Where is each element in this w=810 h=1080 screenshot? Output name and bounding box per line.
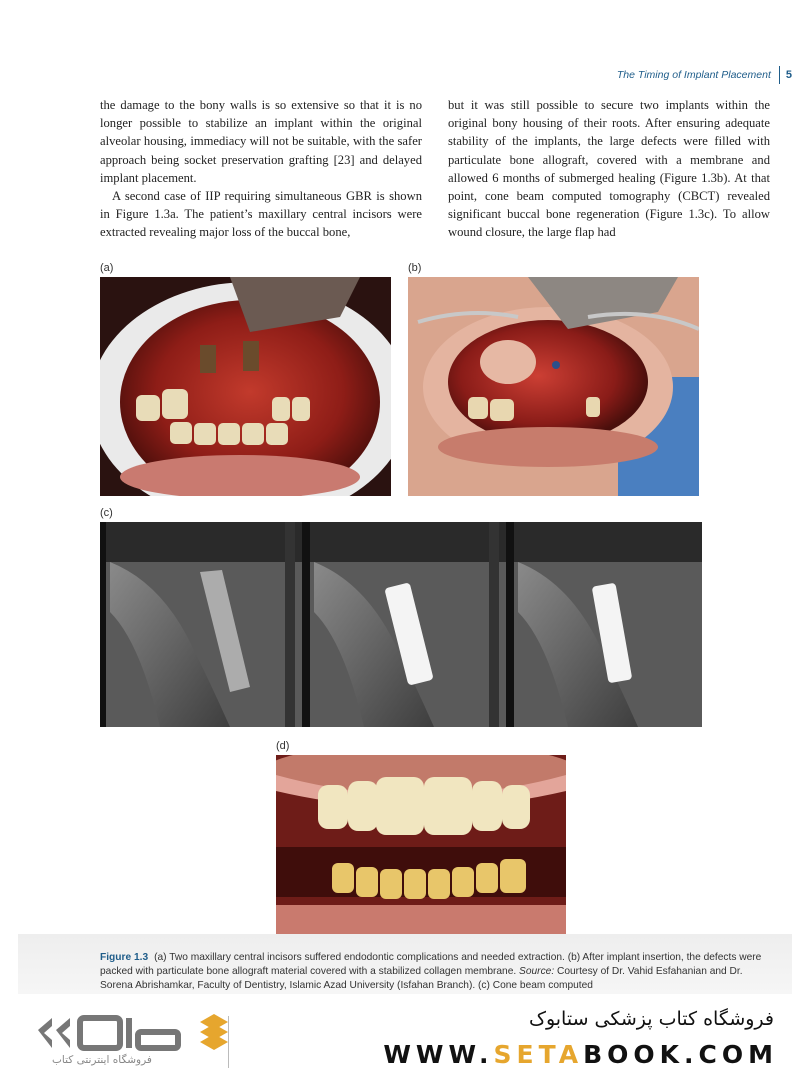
caption-source-label: Source: [519, 966, 555, 977]
panel-label-a: (a) [100, 262, 114, 274]
url-suffix: BOOK.COM [583, 1040, 778, 1069]
figure-panel-d [276, 755, 566, 939]
store-name: فروشگاه کتاب پزشکی ستابوک [528, 1008, 774, 1030]
figure-panel-b [408, 277, 699, 496]
footer-divider [228, 1016, 229, 1068]
paragraph: A second case of IIP requiring simultaneous GBR is shown in Figure 1.3a. The patient’s maxillary central incisors were extracted revealing major loss of the buccal bone, [100, 189, 422, 240]
body-column-right [448, 96, 770, 242]
page-number: 5 [785, 69, 792, 81]
url-prefix: WWW. [383, 1040, 494, 1069]
paragraph: the damage to the bony walls is so extensive so that it is no longer possible to stabilize an implant within the original alveolar housing, immediacy will not be suitable, with the safer approach being socket preservation grafting [23] and delayed implant placement. [100, 98, 422, 185]
running-title: The Timing of Implant Placement [616, 69, 771, 81]
figure-number: Figure 1.3 [100, 952, 149, 963]
running-head [617, 66, 792, 84]
cbct-slice-2 [310, 522, 506, 727]
cbct-slice-1 [106, 522, 302, 727]
panel-label-c: (c) [100, 507, 113, 519]
intraoral-photo-b [408, 277, 699, 496]
cbct-slice-3 [514, 522, 702, 727]
panel-label-d: (d) [276, 740, 290, 752]
panel-label-b: (b) [408, 262, 422, 274]
figure-caption [100, 951, 772, 993]
intraoral-photo-a [100, 277, 391, 496]
final-restoration-photo [276, 755, 566, 939]
figure-panel-c [100, 522, 702, 727]
url-accent: SETA [493, 1040, 584, 1069]
body-column-left [100, 96, 422, 242]
caption-text-1: (a) Two maxillary central incisors suffered endodontic complications and needed extraction. (b) After implant insertion, the defects were packed with particulate bone allograft material covered with a stabilized collagen membrane. [100, 952, 762, 977]
store-url[interactable] [383, 1040, 778, 1069]
cbct-scan-series [100, 522, 702, 727]
caption-text-2: Courtesy of Dr. Vahid Esfahanian and Dr. Sorena Abrishamkar, Faculty of Dentistry, Islamic Azad University (Isfahan Branch). (c) Cone beam computed [100, 966, 743, 991]
footer-banner [0, 996, 810, 1080]
brand-subtitle: فروشگاه اینترنتی کتاب [52, 1054, 152, 1066]
paragraph: but it was still possible to secure two implants within the original bony housing of their roots. After ensuring adequate stability of the implants, the large defects were filled with particulate bone allograft, covered with a membrane and allowed 6 months of submerged healing (Figure 1.3b). At that point, cone beam computed tomography (CBCT) revealed significant buccal bone regeneration (Figure 1.3c). To allow wound closure, the large flap had [448, 98, 770, 240]
header-separator [779, 66, 780, 84]
figure-panel-a [100, 277, 391, 496]
